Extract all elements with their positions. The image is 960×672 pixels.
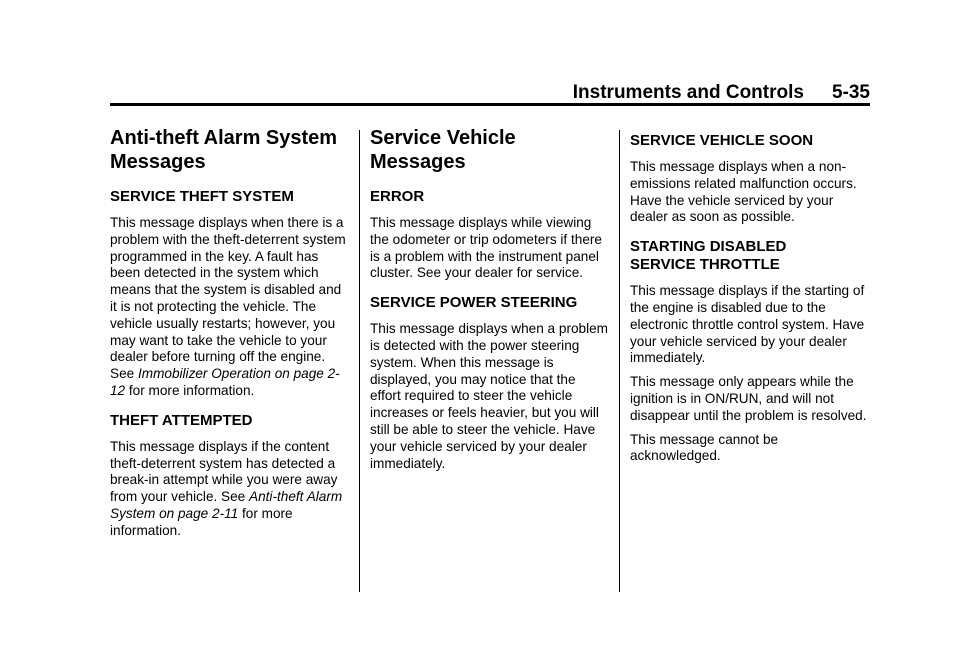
column-1 bbox=[110, 126, 350, 540]
service-power-steering-text: This message displays when a problem is detected with the power steering system. When this message is displayed, you may notice that the effort required to steer the vehicle increases or feels heavier, but you will still be able to steer the vehicle. Have your vehicle serviced by your dealer immediately. bbox=[370, 321, 609, 471]
service-theft-system-body: This message displays when there is a problem with the theft-deterrent system programmed in the key. A fault has been detected in the system which means that the system is disabled and it is not protecting the vehicle. The vehicle usually restarts; however, you may want to take the vehicle to your dealer before turning off the engine. See bbox=[110, 215, 346, 382]
page-header bbox=[110, 78, 870, 104]
anti-theft-title bbox=[110, 126, 350, 174]
starting-disabled-text-1: This message displays if the starting of the engine is disabled due to the electronic throttle control system. Have your vehicle serviced by your dealer immediately. bbox=[630, 283, 865, 366]
service-power-steering-heading: SERVICE POWER STEERING bbox=[370, 294, 578, 312]
service-vehicle-messages-title: Service Vehicle Messages bbox=[370, 127, 516, 173]
starting-disabled-text-3: This message cannot be acknowledged. bbox=[630, 431, 779, 464]
anti-theft-title-line1: Anti-theft Alarm System bbox=[110, 127, 338, 149]
column-3 bbox=[630, 126, 870, 465]
header-rule bbox=[110, 103, 870, 106]
column-divider-1 bbox=[359, 130, 360, 592]
starting-disabled-heading-line2: SERVICE THROTTLE bbox=[630, 256, 780, 274]
service-vehicle-soon-heading: SERVICE VEHICLE SOON bbox=[630, 132, 814, 149]
column-divider-2 bbox=[619, 130, 620, 592]
column-2 bbox=[370, 126, 610, 472]
theft-attempted-text bbox=[110, 439, 350, 540]
service-theft-system-heading: SERVICE THEFT SYSTEM bbox=[110, 188, 294, 205]
theft-attempted-heading: THEFT ATTEMPTED bbox=[110, 411, 253, 429]
immobilizer-reference: Immobilizer Operation on page 2-12 bbox=[110, 366, 340, 398]
theft-attempted-body: This message displays if the content theft-deterrent system has detected a break-in attempt while you were away from your vehicle. See bbox=[110, 438, 338, 505]
anti-theft-reference: Anti-theft Alarm System on page 2-11 bbox=[110, 489, 343, 521]
starting-disabled-heading-line1: STARTING DISABLED bbox=[630, 238, 787, 256]
service-vehicle-soon-text: This message displays when a non-emissions related malfunction occurs. Have the vehicle serviced by your dealer as soon as possible. bbox=[630, 159, 857, 225]
error-text: This message displays while viewing the odometer or trip odometers if there is a problem with the instrument panel cluster. See your dealer for service. bbox=[370, 215, 602, 281]
service-theft-system-text bbox=[110, 215, 350, 400]
starting-disabled-heading bbox=[630, 238, 870, 274]
page-number: 5-35 bbox=[831, 82, 870, 103]
theft-attempted-tail: for more information. bbox=[110, 505, 293, 538]
anti-theft-title-line2: Messages bbox=[110, 151, 206, 173]
service-theft-system-tail: for more information. bbox=[125, 382, 255, 398]
starting-disabled-text-2: This message only appears while the ignition is in ON/RUN, and will not disappear until the problem is resolved. bbox=[630, 374, 867, 423]
error-heading: ERROR bbox=[370, 188, 425, 205]
section-title: Instruments and Controls bbox=[572, 82, 804, 103]
